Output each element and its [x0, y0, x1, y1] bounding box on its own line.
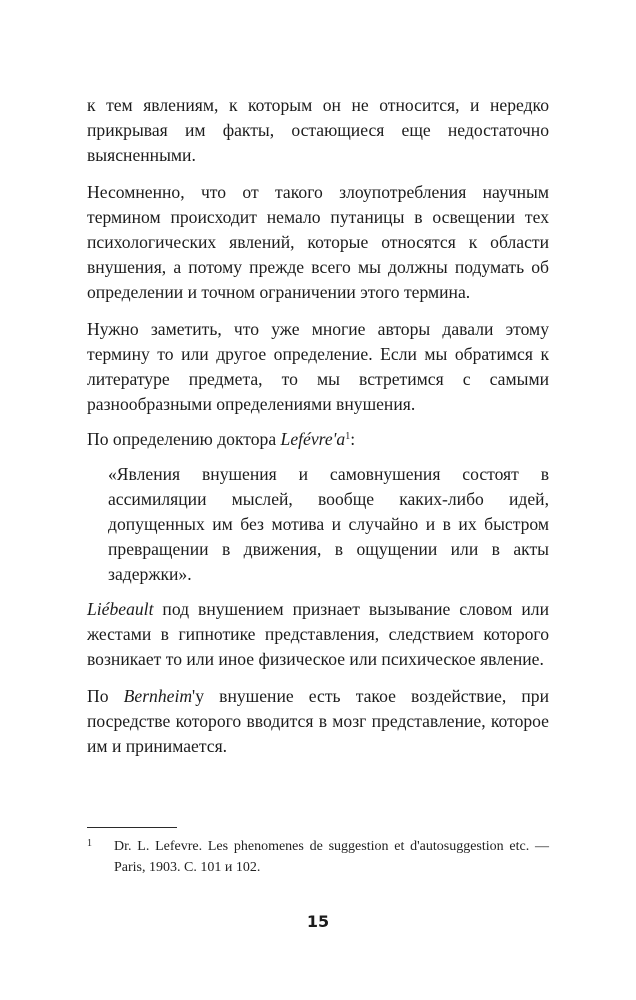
paragraph-2: Несомненно, что от такого злоупотребления научным термином происходит немало путаницы в освещении тех психологических явлений, которые относятся к области внушения, а потому прежде всего мы должны подумать об определении и точном ограничении этого термина. [87, 182, 549, 302]
paragraph-6-text: 'у внушение есть такое воздействие, при посредстве которого вводится в мозг представление, которое им и принимается. [87, 686, 549, 756]
paragraph-6 [87, 684, 549, 759]
author-liebeault: Liébeault [87, 599, 154, 619]
paragraph-4-prefix: По определению доктора [87, 429, 281, 449]
footnote-number: 1 [87, 838, 92, 849]
page-body [87, 93, 549, 759]
paragraph-6-prefix: По [87, 686, 124, 706]
paragraph-5 [87, 597, 549, 672]
footnote-text: Dr. L. Lefevre. Les phenomenes de suggestion et d'autosuggestion etc. — Paris, 1903. С. 101 и 102. [114, 839, 549, 875]
footnote-divider [87, 827, 177, 828]
author-bernheim: Bernheim [123, 686, 193, 706]
page-number: 15 [306, 912, 330, 931]
paragraph-3: Нужно заметить, что уже многие авторы давали этому термину то или другое определение. Если мы обратимся к литературе предмета, то мы встретимся с самыми разнообразными определениями внушения. [87, 319, 549, 414]
footnote-ref: 1 [345, 431, 351, 442]
paragraph-5-text: под внушением признает вызывание словом или жестами в гипнотике представления, следствием которого возникает то или иное физическое или психическое явление. [87, 599, 549, 669]
block-quote [87, 462, 549, 587]
paragraph-1: к тем явлениям, к которым он не относится, и нередко прикрывая им факты, остающиеся еще недостаточно выясненными. [87, 95, 549, 165]
author-lefevre: Lefévre'a [280, 429, 346, 449]
paragraph-4-suffix: : [350, 429, 356, 449]
footnote [87, 836, 549, 878]
paragraph-4 [87, 427, 549, 452]
quote-text: «Явления внушения и самовнушения состоят в ассимиляции мыслей, вообще каких-либо идей, допущенных им без мотива и случайно и в их быстром превращении в движения, в ощущении или в акты задержки». [108, 464, 549, 584]
